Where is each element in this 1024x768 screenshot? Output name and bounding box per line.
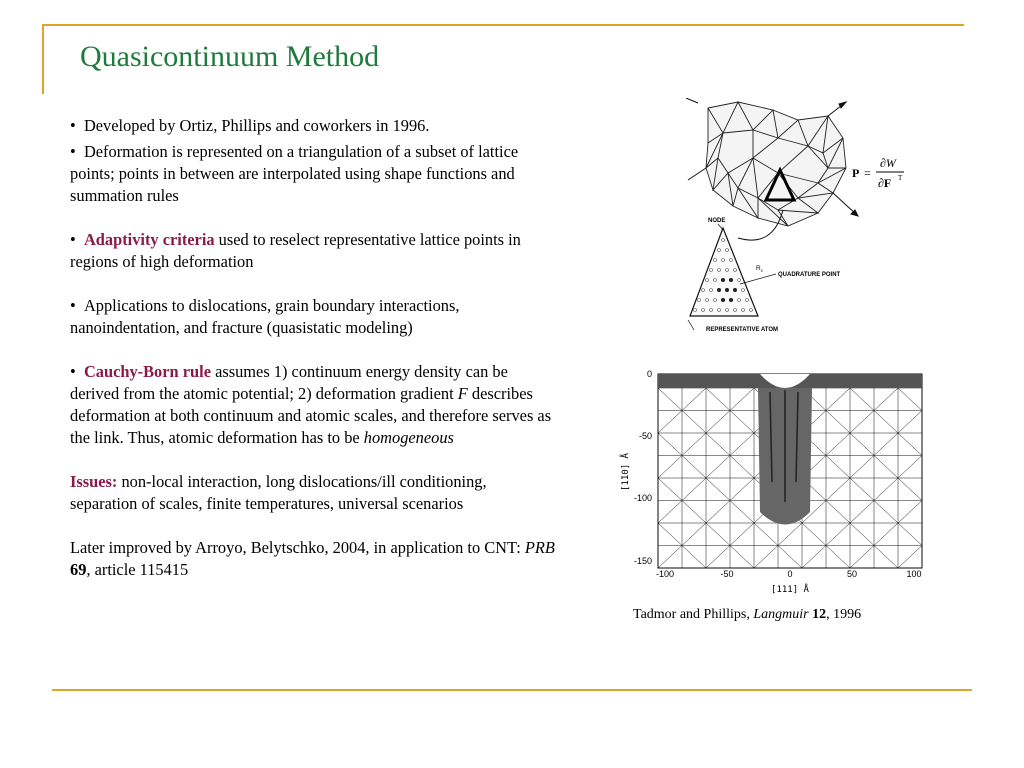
eq-P: P: [852, 166, 860, 180]
later-text: Later improved by Arroyo, Belytschko, 2004, in application to CNT:: [70, 538, 525, 557]
slide-body: [70, 115, 555, 581]
bullet-5-text-b: describes deformation at both continuum and atomic scales, and therefore serves as the link. Thus, atomic deformation has to be: [70, 384, 552, 447]
x-tick-2: 0: [787, 569, 793, 579]
later-journal: PRB: [524, 538, 555, 557]
bullet-4-text: Applications to dislocations, grain boundary interactions, nanoindentation, and fracture (quasistatic modeling): [70, 296, 460, 337]
bullet-4: • Applications to dislocations, grain boundary interactions, nanoindentation, and fracture (quasistatic modeling): [70, 296, 460, 337]
bullet-3-term: Adaptivity criteria: [83, 230, 215, 249]
accent-rule-bottom: [52, 689, 972, 691]
x-tick-3: 50: [846, 569, 858, 579]
bullet-3: • Adaptivity criteria used to reselect representative lattice points in regions of high deformation: [70, 230, 521, 271]
issues-label: Issues:: [70, 472, 118, 491]
mesh-blob: [706, 102, 846, 226]
bullet-3-text: used to reselect representative lattice points in regions of high deformation: [70, 230, 521, 271]
later-rest: , article 115415: [86, 560, 189, 579]
y-ticks: [634, 369, 652, 566]
caption-year: , 1996: [826, 607, 862, 622]
x-axis-label: [111] Å: [771, 585, 809, 595]
eq-numerator: ∂W: [880, 156, 896, 170]
bullet-5-F: F: [457, 384, 468, 403]
bullet-5-term: Cauchy-Born rule: [83, 362, 211, 381]
node-pointer: [718, 224, 723, 230]
stress-equation: [852, 156, 904, 190]
caption-authors: Tadmor and Phillips,: [633, 607, 754, 622]
bullet-2-text: Deformation is represented on a triangulation of a subset of lattice points; points in between are interpolated using shape functions and summation rules: [70, 142, 519, 205]
slide-title: Quasicontinuum Method: [80, 40, 380, 73]
x-tick-0: -100: [655, 569, 675, 579]
label-representative-atom: REPRESENTATIVE ATOM: [706, 327, 779, 333]
mesh-diagram: [678, 98, 918, 343]
bullet-5-text-a: assumes 1) continuum energy density can be derived from the atomic potential; 2) deformation gradient: [70, 362, 508, 403]
bullet-5: • Cauchy-Born rule assumes 1) continuum energy density can be derived from the atomic potential; 2) deformation gradient F describes deformation at both continuum and atomic scales, and therefore serves as the link. Thus, atomic deformation has to be homogeneous: [70, 362, 552, 447]
later-paragraph: [70, 537, 555, 581]
accent-rule-vertical: [42, 24, 44, 94]
bullet-5-emphasis: homogeneous: [363, 428, 454, 447]
y-tick-2: -100: [633, 493, 652, 503]
x-tick-1: -50: [720, 569, 734, 579]
accent-rule-top: [42, 24, 964, 26]
nanoindentation-mesh: [610, 362, 928, 602]
bullet-1: • Developed by Ortiz, Phillips and coworkers in 1996.: [70, 116, 430, 135]
figure-caption: [633, 607, 861, 623]
y-tick-3: -150: [633, 556, 652, 566]
issues-text: non-local interaction, long dislocations/ill conditioning, separation of scales, finite temperatures, universal scenarios: [70, 472, 487, 513]
quadrature-pointer: [740, 274, 776, 284]
eq-denominator: ∂F: [878, 176, 892, 190]
eq-equals: =: [864, 166, 871, 180]
y-axis-label: [1̄10] Å: [621, 453, 631, 491]
x-ticks: [656, 569, 922, 579]
label-quadrature: QUADRATURE POINT: [778, 272, 841, 278]
caption-journal: Langmuir: [753, 607, 809, 622]
later-volume: 69: [70, 560, 87, 579]
label-rc: $R_c$: [756, 265, 763, 273]
bullet-1-text: Developed by Ortiz, Phillips and coworkers in 1996.: [83, 116, 430, 135]
issues-paragraph: [70, 471, 555, 515]
rep-pointer: [688, 320, 694, 330]
label-node: NODE: [708, 218, 726, 224]
x-tick-4: 100: [906, 569, 922, 579]
bullet-2: • Deformation is represented on a triangulation of a subset of lattice points; points in between are interpolated using shape functions and summation rules: [70, 142, 519, 205]
element-detail-triangle: [690, 228, 758, 316]
y-tick-0: 0: [646, 369, 652, 379]
y-tick-1: -50: [638, 431, 652, 441]
caption-volume: 12: [812, 607, 827, 622]
eq-superscript: T: [898, 174, 903, 182]
